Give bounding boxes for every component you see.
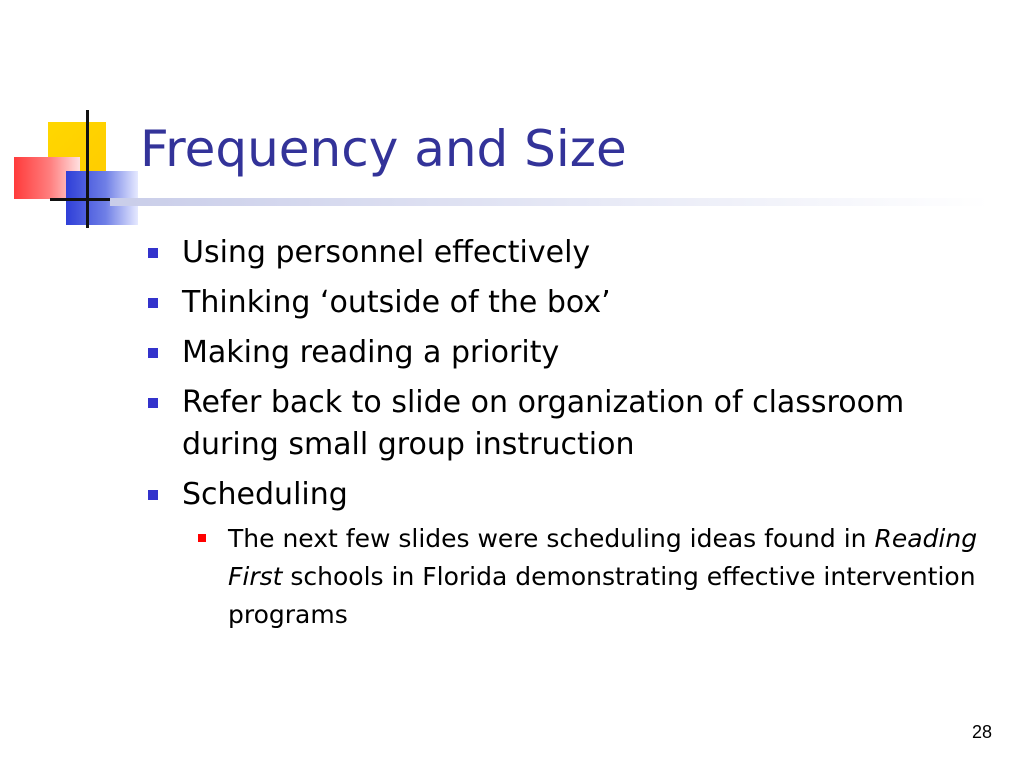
square-bullet-icon: [148, 348, 158, 358]
title-underline: [110, 198, 990, 206]
square-bullet-icon: [148, 490, 158, 500]
bullet-text: Making reading a priority: [182, 335, 560, 370]
bullet-text: Using personnel effectively: [182, 235, 591, 270]
bullet-item: [140, 232, 980, 274]
sub-bullet-list: [182, 520, 980, 634]
bullet-text: Refer back to slide on organization of classroom during small group instruction: [182, 385, 905, 462]
square-bullet-icon: [148, 298, 158, 308]
sub-bullet-text-after: schools in Florida demonstrating effective intervention programs: [228, 562, 976, 629]
square-bullet-icon: [148, 248, 158, 258]
sub-bullet-item: [182, 520, 980, 634]
bullet-item: [140, 332, 980, 374]
bullet-text: Scheduling: [182, 477, 348, 512]
page-number: 28: [971, 722, 992, 742]
sub-bullet-italic-text: Reading First: [228, 524, 978, 591]
sub-bullet-text-before: The next few slides were scheduling ideas found in: [228, 524, 875, 553]
bullet-text: Thinking ‘outside of the box’: [182, 285, 611, 320]
bullet-list: [140, 232, 980, 642]
logo-vertical-line: [86, 110, 89, 228]
bullet-item: [140, 382, 980, 466]
slide-title: Frequency and Size: [140, 120, 627, 178]
square-bullet-icon: [148, 398, 158, 408]
bullet-item: [140, 474, 980, 634]
square-sub-bullet-icon: [198, 534, 206, 542]
bullet-item: [140, 282, 980, 324]
